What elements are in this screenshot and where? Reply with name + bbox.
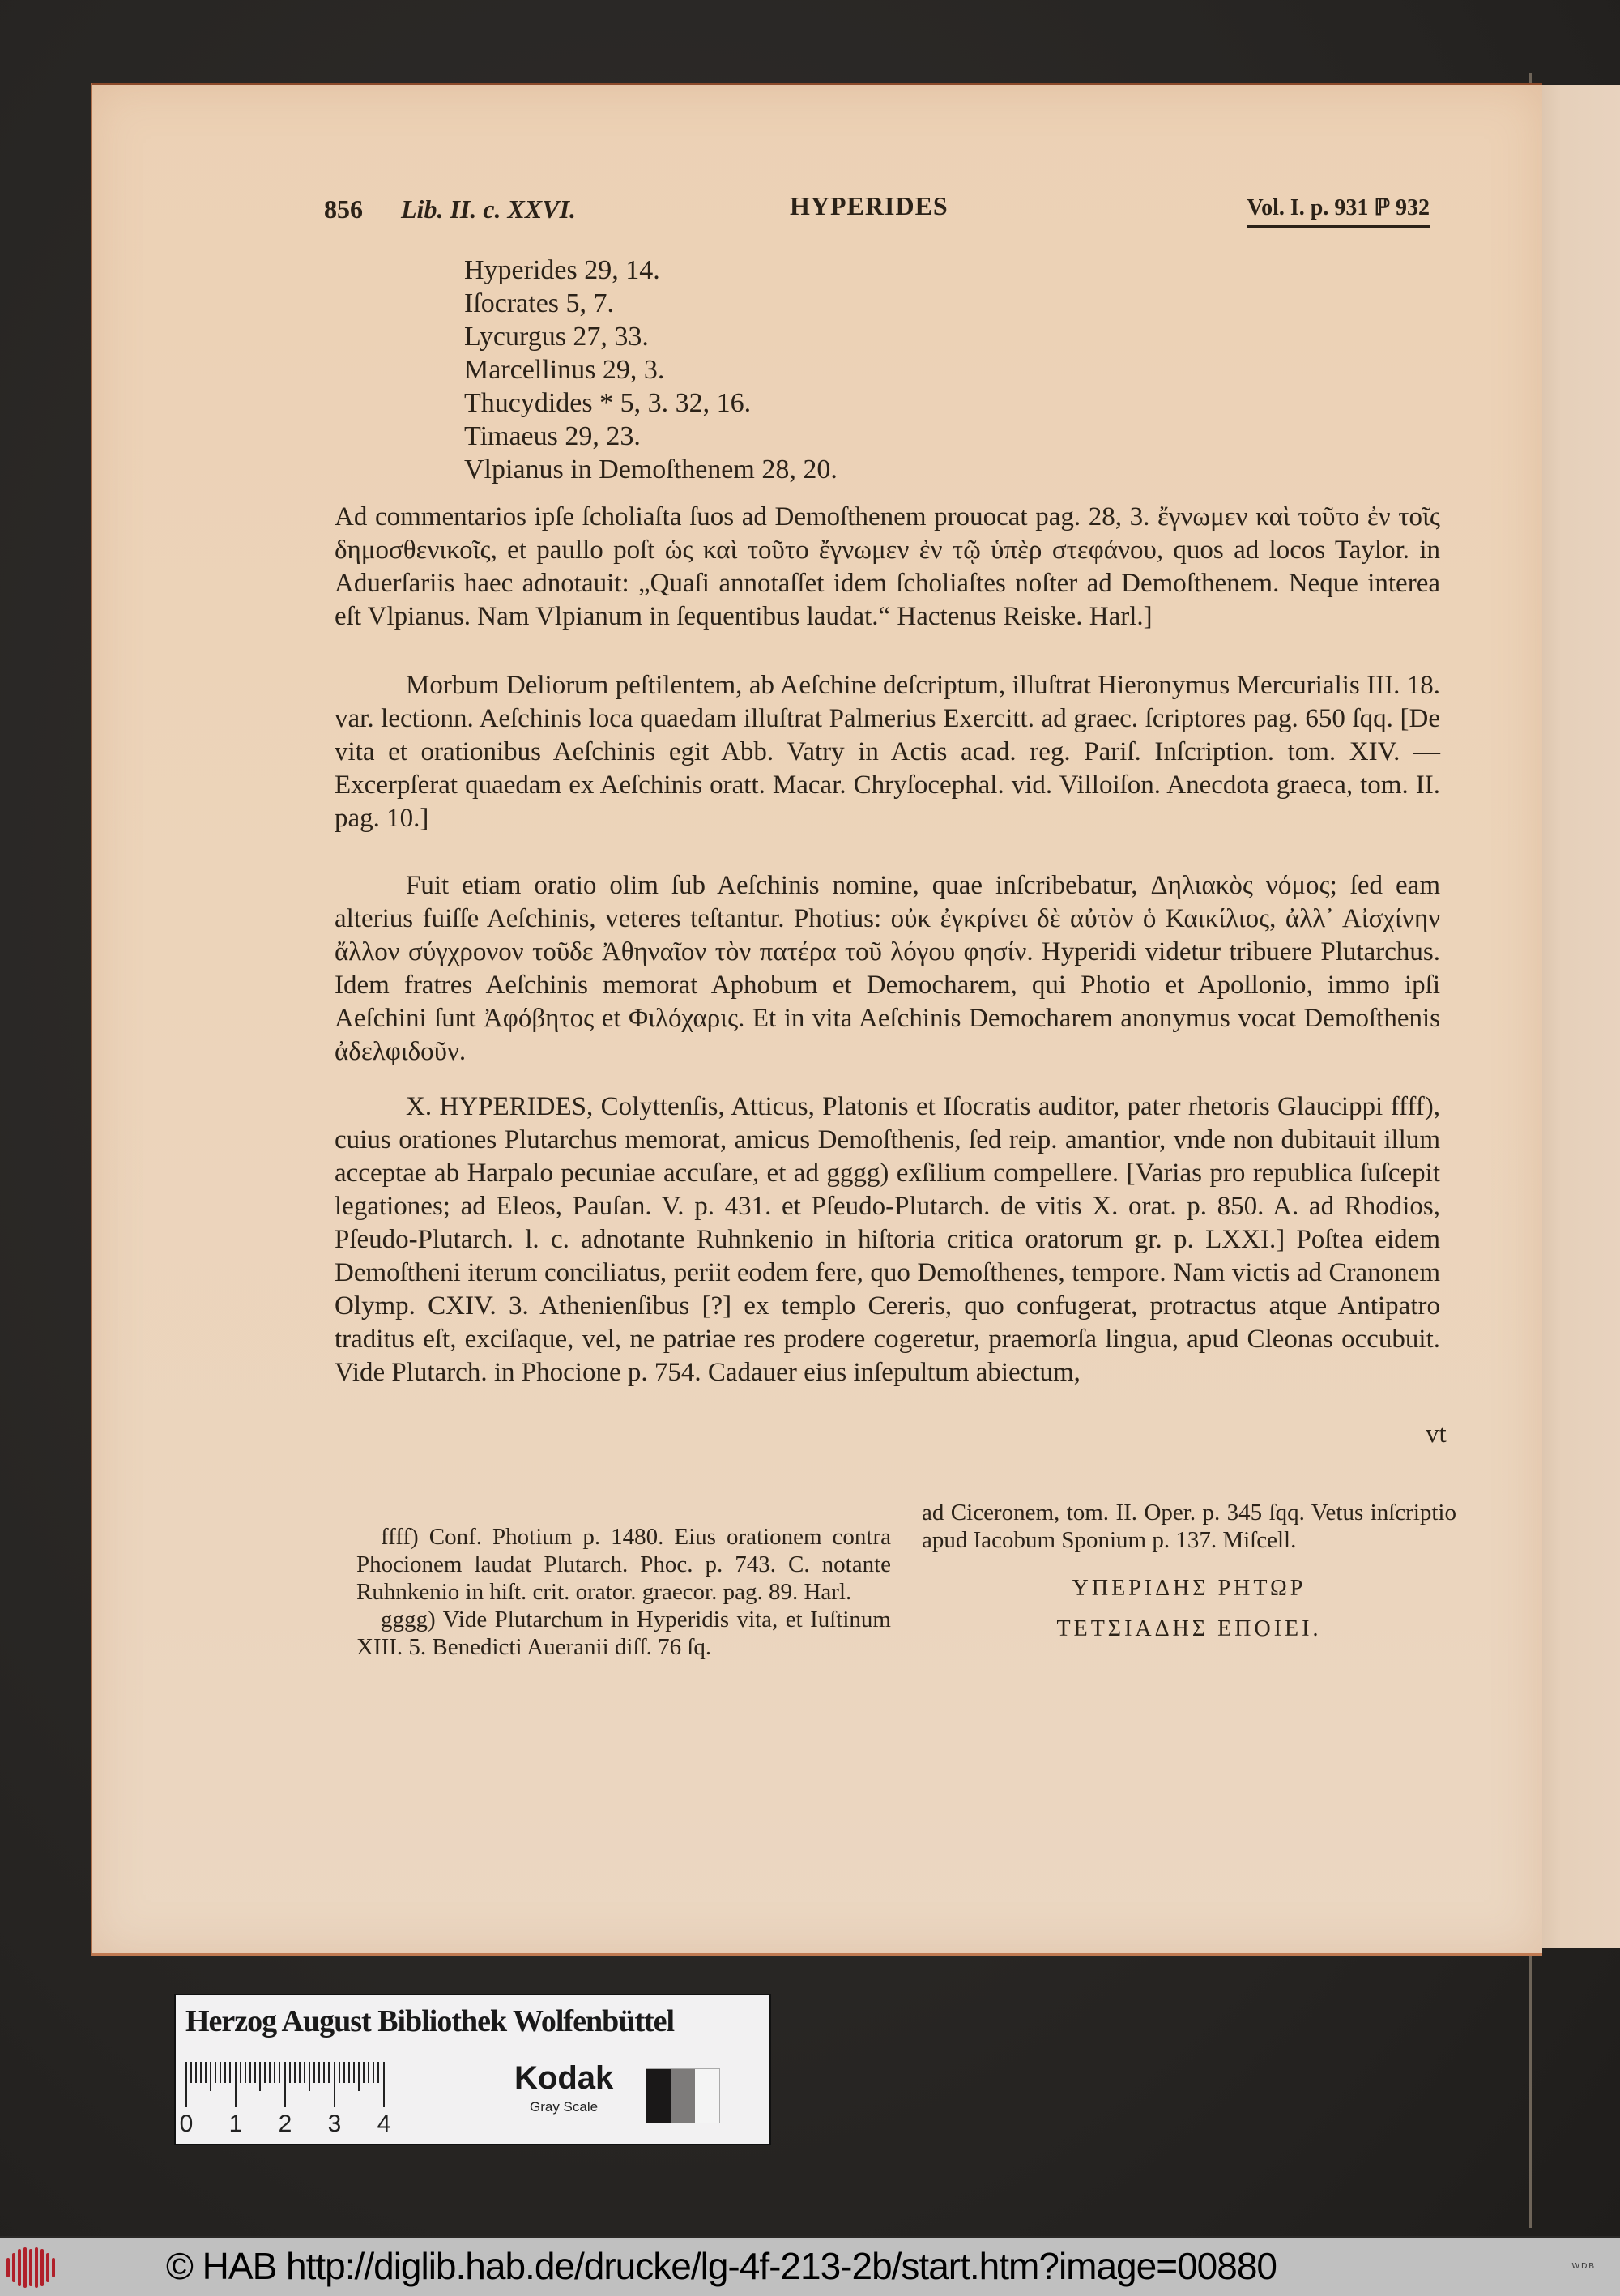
footnotes-left xyxy=(356,1523,891,1661)
page-number: 856 xyxy=(324,194,363,224)
index-item: Lycurgus 27, 33. xyxy=(464,322,649,352)
hab-logo-icon xyxy=(6,2247,68,2288)
gray-scale-swatches xyxy=(646,2068,720,2123)
color-calibration-card xyxy=(174,1994,771,2145)
footnote-continuation: ad Ciceronem, tom. II. Oper. p. 345 ſqq. Vetus inſcriptio apud Iacobum Sponium p. 137. Miſcell. xyxy=(922,1500,1456,1553)
footer-bar xyxy=(0,2238,1620,2296)
catchword: vt xyxy=(1426,1419,1447,1449)
ruler-label: 3 xyxy=(327,2110,342,2137)
footnote-gggg: gggg) Vide Plutarchum in Hyperidis vita, et Iuſtinum XIII. 5. Benedicti Aueranii diſſ. 76 ſq. xyxy=(356,1607,891,1660)
page-title: HYPERIDES xyxy=(790,191,949,220)
swatch-gray xyxy=(671,2069,695,2123)
index-item: Hyperides 29, 14. xyxy=(464,255,660,285)
swatch-white xyxy=(695,2069,719,2123)
gray-scale-label: Gray Scale xyxy=(530,2099,599,2115)
index-list xyxy=(464,254,1031,486)
paragraph-commentary: Ad commentarios ipſe ſcholiaſta ſuos ad Demoſthenem prouocat pag. 28, 3. ἔγνωμεν καὶ τοῦτο ἐν τοῖς δημοσθενικοῖς, et paullo poſt ὡς καὶ τοῦτο ἔγνωμεν ἐν τῷ ὑπὲρ στεφάνου, quos ad locos Taylor. in Aduerſariis haec adnotauit: „Quaſi annotaſſet idem ſcholiaſtes noſter ad Demoſthenem. Neque interea eſt Vlpianus. Nam Vlpianum in ſequentibus laudat.“ Hactenus Reiske. Harl.] xyxy=(335,502,1440,631)
inscription-line: ΥΠΕΡΙΔΗΣ ΡΗΤΩΡ xyxy=(1072,1576,1307,1601)
paragraph-fuit: Fuit etiam oratio olim ſub Aeſchinis nomine, quae inſcribebatur, Δηλιακὸς νόμος; ſed eam alterius fuiſſe Aeſchinis, veteres teſtantur. Photius: οὐκ ἐγκρίνει δὲ αὐτὸν ὁ Καικίλιος, ἀλλ᾽ Αἰσχίνην ἄλλον σύγχρονον τοῦδε Ἀθηναῖον τὸν πατέρα τοῦ λόγου φησίν. Hyperidi videtur tribuere Plutarchus. Idem fratres Aeſchinis memorat Aphobum et Democharem, qui Photio et Apollonio, immo ipſi Aeſchini ſunt Ἀφόβητος et Φιλόχαρις. Et in vita Aeſchinis Democharem anonymus vocat Demoſthenis ἀδελφιδοῦν. xyxy=(335,871,1440,1066)
ruler-label: 1 xyxy=(228,2110,243,2137)
index-item: Timaeus 29, 23. xyxy=(464,421,641,451)
kodak-logo: Kodak xyxy=(514,2060,614,2096)
paragraph-hyperides: X. HYPERIDES, Colyttenſis, Atticus, Platonis et Iſocratis auditor, pater rhetoris Glaucippi ffff), cuius orationes Plutarchus memorat, amicus Demoſthenis, ſed reip. amantior, vnde non dubitauit illum acceptae ab Harpalo pecuniae accuſare, et ad gggg) exſilium compellere. [Varias pro republica ſuſcepit legationes; ad Eleos, Pauſan. V. p. 431. et Pſeudo-Plutarch. de vitis X. orat. p. 850. A. ad Rhodios, Pſeudo-Plutarch. l. c. adnotante Ruhnkenio in hiſtoria critica oratorum gr. p. LXXI.] Poſtea eidem Demoſtheni iterum conciliatus, periit eodem fere, quo Demoſthenes, tempore. Nam victis ad Cranonem Olymp. CXIV. 3. Athenienſibus [?] ex templo Cereris, quo confugerat, protractus atque Antipatro traditus eſt, exciſaque, vel, ne patriae res prodere cogeretur, praemorſa lingua, apud Cleonas occubuit. Vide Plutarch. in Phocione p. 754. Cadauer eius inſepultum abiectum, xyxy=(335,1092,1440,1387)
index-item: Marcellinus 29, 3. xyxy=(464,355,665,385)
chapter-reference: Lib. II. c. XXVI. xyxy=(401,194,577,224)
footnote-ffff: ffff) Conf. Photium p. 1480. Eius orationem contra Phocionem laudat Plutarch. Phoc. p. 743. C. notante Ruhnkenio in hiſt. crit. orator. graecor. pag. 89. Harl. xyxy=(356,1524,891,1605)
volume-reference: Vol. I. p. 931 ℙ 932 xyxy=(1247,191,1430,228)
ruler-label: 4 xyxy=(377,2110,391,2137)
wdb-mark: WDB xyxy=(1571,2262,1596,2271)
ruler-label: 0 xyxy=(179,2110,194,2137)
library-name: Herzog August Bibliothek Wolfenbüttel xyxy=(185,2004,675,2038)
inscription-line: ΤΕΤΣΙΑΔΗΣ ΕΠΟΙΕΙ. xyxy=(1056,1616,1322,1641)
index-item: Thucydides * 5, 3. 32, 16. xyxy=(464,388,752,418)
greek-inscription xyxy=(922,1568,1456,1649)
ruler-label: 2 xyxy=(278,2110,292,2137)
measurement-ruler xyxy=(179,2062,391,2137)
footnotes-right xyxy=(922,1499,1456,1649)
index-item: Iſocrates 5, 7. xyxy=(464,288,615,318)
facing-page-edge xyxy=(1531,85,1620,1948)
swatch-black xyxy=(646,2069,671,2123)
running-head xyxy=(324,193,1430,225)
index-item: Vlpianus in Demoſthenem 28, 20. xyxy=(464,455,838,484)
paragraph-morbum: Morbum Deliorum peſtilentem, ab Aeſchine deſcriptum, illuſtrat Hieronymus Mercurialis III. 18. var. lectionn. Aeſchinis loca quaedam illuſtrat Palmerius Exercitt. ad graec. ſcriptores pag. 650 ſqq. [De vita et orationibus Aeſchinis egit Abb. Vatry in Actis acad. reg. Pariſ. Inſcription. tom. XIV. — Excerpſerat quaedam ex Aeſchinis oratt. Macar. Chryſocephal. vid. Villoiſon. Anecdota graeca, tom. II. pag. 10.] xyxy=(335,671,1440,833)
copyright-url-link[interactable]: © HAB http://diglib.hab.de/drucke/lg-4f-213-2b/start.htm?image=00880 xyxy=(166,2245,1277,2287)
